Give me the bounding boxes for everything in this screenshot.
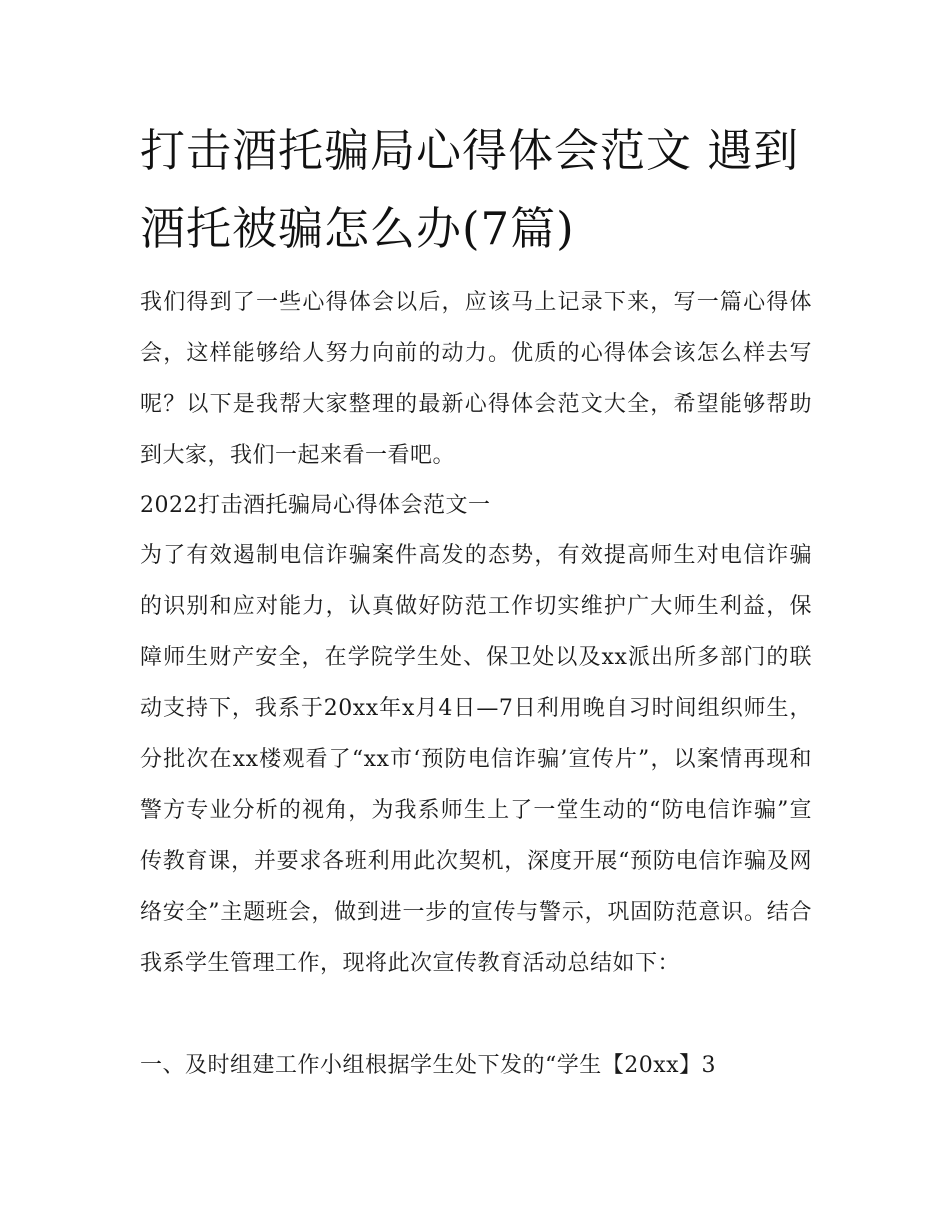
body-paragraph: 为了有效遏制电信诈骗案件高发的态势，有效提高师生对电信诈骗的识别和应对能力，认真做好防范工作切实维护广大师生利益，保障师生财产安全，在学院学生处、保卫处以及xx派出所多部门的联动支持下，我系于20xx年x月4日—7日利用晚自习时间组织师生，分批次在xx楼观看了“xx市‘预防电信诈骗’宣传片”，以案情再现和警方专业分析的视角，为我系师生上了一堂生动的“防电信诈骗”宣传教育课，并要求各班利用此次契机，深度开展“预防电信诈骗及网络安全”主题班会，做到进一步的宣传与警示，巩固防范意识。结合我系学生管理工作，现将此次宣传教育活动总结如下：	[140, 543, 812, 976]
document-title: 打击酒托骗局心得体会范文 遇到酒托被骗怎么办(7篇)	[140, 124, 800, 255]
section-heading: 2022打击酒托骗局心得体会范文一	[140, 493, 491, 518]
body-paragraph: 一、及时组建工作小组根据学生处下发的“学生【20xx】3	[140, 1053, 717, 1078]
intro-paragraph: 我们得到了一些心得体会以后，应该马上记录下来，写一篇心得体会，这样能够给人努力向前的动力。优质的心得体会该怎么样去写呢？以下是我帮大家整理的最新心得体会范文大全，希望能够帮助到大家，我们一起来看一看吧。	[140, 290, 812, 468]
